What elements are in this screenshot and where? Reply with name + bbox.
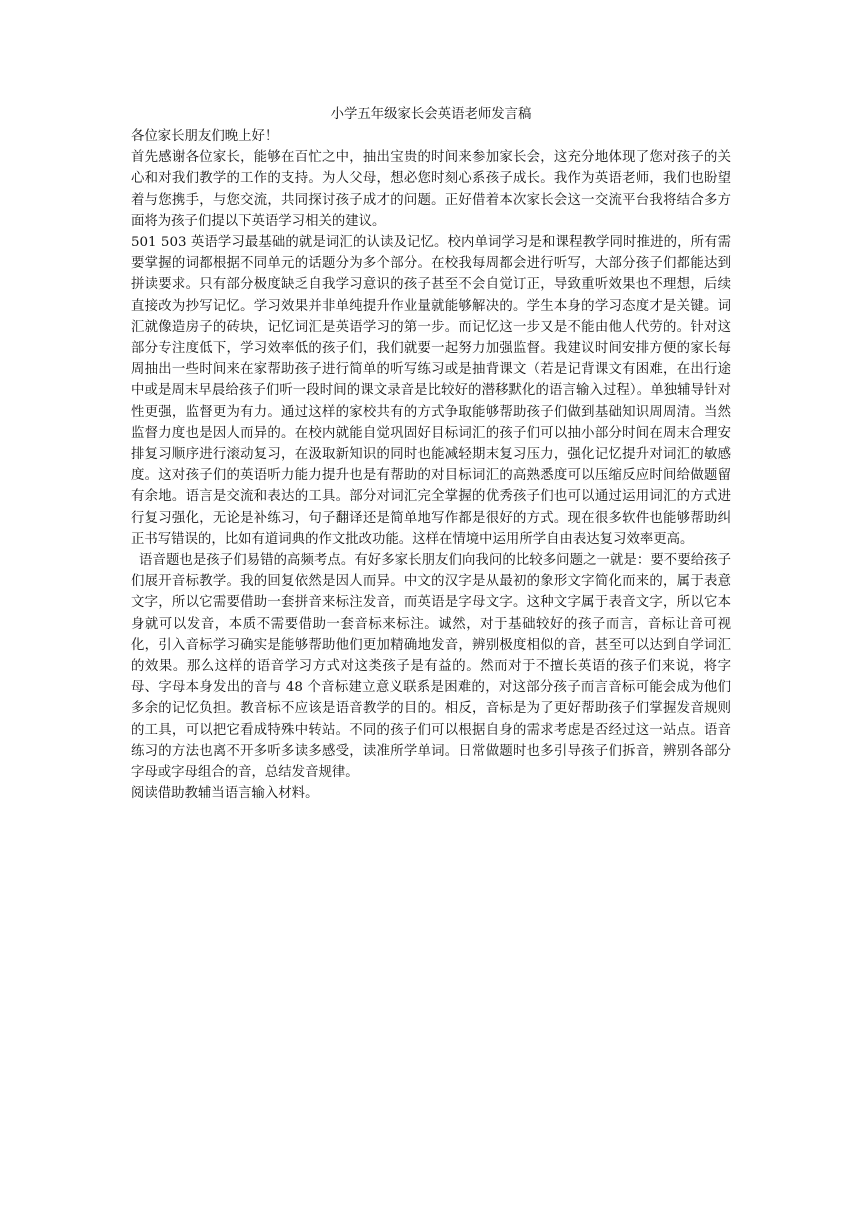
paragraph-vocabulary: 501 503 英语学习最基础的就是词汇的认读及记忆。校内单词学习是和课程教学同时推进的，所有需要掌握的词都根据不同单元的话题分为多个部分。在校我每周都会进行听写，大部分孩子们都能达到拼读要求。只有部分极度缺乏自我学习意识的孩子甚至不会自觉订正，导致重听效果也不理想，后续直接改为抄写记忆。学习效果并非单纯提升作业量就能够解决的。学生本身的学习态度才是关键。词汇就像造房子的砖块，记忆词汇是英语学习的第一步。而记忆这一步又是不能由他人代劳的。针对这部分专注度低下，学习效率低的孩子们，我们就要一起努力加强监督。我建议时间安排方便的家长每周抽出一些时间来在家帮助孩子进行简单的听写练习或是抽背课文（若是记背课文有困难，在出行途中或是周末早晨给孩子们听一段时间的课文录音是比较好的潜移默化的语言输入过程）。单独辅导针对性更强，监督更为有力。通过这样的家校共有的方式争取能够帮助孩子们做到基础知识周周清。当然监督力度也是因人而异的。在校内就能自觉巩固好目标词汇的孩子们可以抽小部分时间在周末合理安排复习顺序进行滚动复习，在汲取新知识的同时也能减轻期末复习压力，强化记忆提升对词汇的敏感度。这对孩子们的英语听力能力提升也是有帮助的对目标词汇的高熟悉度可以压缩反应时间给做题留有余地。语言是交流和表达的工具。部分对词汇完全掌握的优秀孩子们也可以通过运用词汇的方式进行复习强化，无论是补练习，句子翻译还是简单地写作都是很好的方式。现在很多软件也能够帮助纠正书写错误的，比如有道词典的作文批改功能。这样在情境中运用所学自由表达复习效率更高。 (131, 235, 731, 547)
paragraph-intro: 首先感谢各位家长，能够在百忙之中，抽出宝贵的时间来参加家长会，这充分地体现了您对孩子的关心和对我们教学的工作的支持。为人父母，想必您时刻心系孩子成长。我作为英语老师，我们也盼望着与您携手，与您交流，共同探讨孩子成才的问题。正好借着本次家长会这一交流平台我将结合多方面将为孩子们提以下英语学习相关的建议。 (131, 150, 731, 229)
paragraph-reading: 阅读借助教辅当语言输入材料。 (131, 786, 319, 802)
greeting: 各位家长朋友们晚上好！ (131, 129, 279, 144)
document-title: 小学五年级家长会英语老师发言稿 (330, 107, 532, 122)
document-page (131, 104, 731, 805)
paragraph-phonics: 语音题也是孩子们易错的高频考点。有好多家长朋友们向我问的比较多问题之一就是：要不要给孩子们展开音标教学。我的回复依然是因人而异。中文的汉字是从最初的象形文字简化而来的，属于表意文字，所以它需要借助一套拼音来标注发音，而英语是字母文字。这种文字属于表音文字，所以它本身就可以发音，本质不需要借助一套音标来标注。诚然，对于基础较好的孩子而言，音标让音可视化，引入音标学习确实是能够帮助他们更加精确地发音，辨别极度相似的音，甚至可以达到自学词汇的效果。那么这样的语音学习方式对这类孩子是有益的。然而对于不擅长英语的孩子们来说，将字母、字母本身发出的音与 48 个音标建立意义联系是困难的，对这部分孩子而言音标可能会成为他们多余的记忆负担。教音标不应该是语音教学的目的。相反，音标是为了更好帮助孩子们掌握发音规则的工具，可以把它看成特殊中转站。不同的孩子们可以根据自身的需求考虑是否经过这一站点。语音练习的方法也离不开多听多读多感受，读准所学单词。日常做题时也多引导孩子们拆音，辨别各部分字母或字母组合的音，总结发音规律。 (131, 553, 731, 781)
